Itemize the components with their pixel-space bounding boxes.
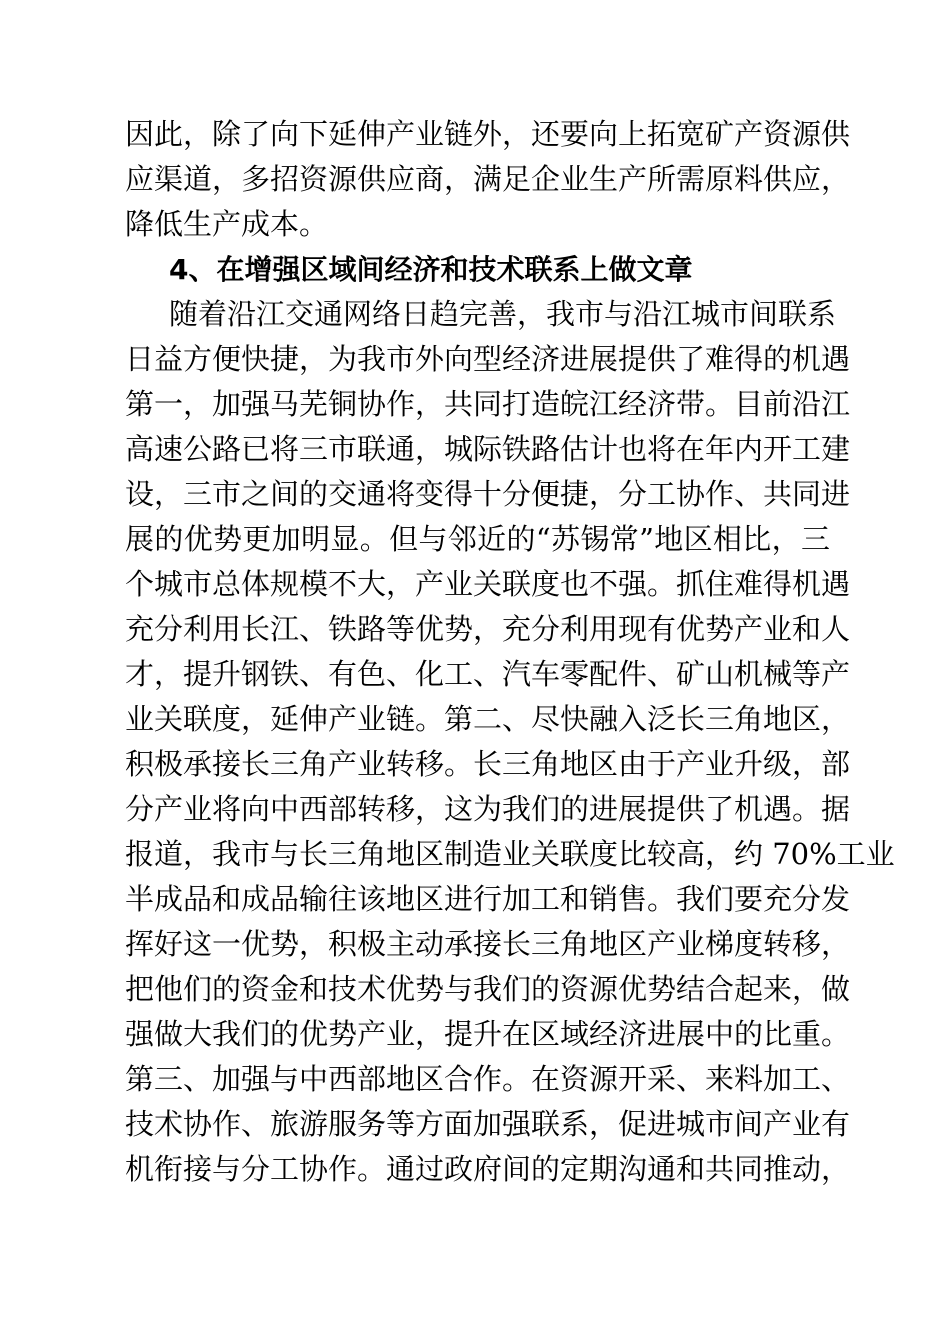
- text-line: 才，提升钢铁、有色、化工、汽车零配件、矿山机械等产: [125, 657, 851, 691]
- text-line: 半成品和成品输往该地区进行加工和销售。我们要充分发: [125, 882, 851, 916]
- text-line: 个城市总体规模不大，产业关联度也不强。抓住难得机遇: [125, 567, 851, 601]
- section-heading: 4、在增强区域间经济和技术联系上做文章: [169, 253, 693, 286]
- text-line: 报道，我市与长三角地区制造业关联度比较高，约 70%工业: [125, 837, 895, 871]
- text-line: 强做大我们的优势产业，提升在区域经济进展中的比重。: [125, 1017, 851, 1051]
- text-line: 分产业将向中西部转移，这为我们的进展提供了机遇。据: [125, 792, 851, 826]
- text-line: 挥好这一优势，积极主动承接长三角地区产业梯度转移，: [125, 927, 851, 961]
- text-line: 设，三市之间的交通将变得十分便捷，分工协作、共同进: [125, 477, 851, 511]
- text-line: 日益方便快捷，为我市外向型经济进展提供了难得的机遇: [125, 342, 851, 376]
- paragraph-continuation: [125, 112, 851, 247]
- text-line: 因此，除了向下延伸产业链外，还要向上拓宽矿产资源供: [125, 117, 851, 151]
- document-page: [125, 112, 895, 1192]
- text-line: 展的优势更加明显。但与邻近的“苏锡常”地区相比，三: [125, 522, 830, 556]
- text-line: 第一，加强马芜铜协作，共同打造皖江经济带。目前沿江: [125, 387, 851, 421]
- text-line: 充分利用长江、铁路等优势，充分利用现有优势产业和人: [125, 612, 851, 646]
- text-line: 第三、加强与中西部地区合作。在资源开采、来料加工、: [125, 1062, 851, 1096]
- text-line: 随着沿江交通网络日趋完善，我市与沿江城市间联系: [169, 297, 837, 331]
- text-line: 技术协作、旅游服务等方面加强联系，促进城市间产业有: [125, 1107, 851, 1141]
- text-line: 积极承接长三角产业转移。长三角地区由于产业升级，部: [125, 747, 851, 781]
- text-line: 把他们的资金和技术优势与我们的资源优势结合起来，做: [125, 972, 851, 1006]
- text-line: 应渠道，多招资源供应商，满足企业生产所需原料供应，: [125, 162, 851, 196]
- text-line: 机衔接与分工协作。通过政府间的定期沟通和共同推动，: [125, 1152, 851, 1186]
- text-line: 降低生产成本。: [125, 207, 329, 241]
- paragraph-body: [125, 292, 895, 1192]
- text-line: 业关联度，延伸产业链。第二、尽快融入泛长三角地区，: [125, 702, 851, 736]
- text-line: 高速公路已将三市联通，城际铁路估计也将在年内开工建: [125, 432, 851, 466]
